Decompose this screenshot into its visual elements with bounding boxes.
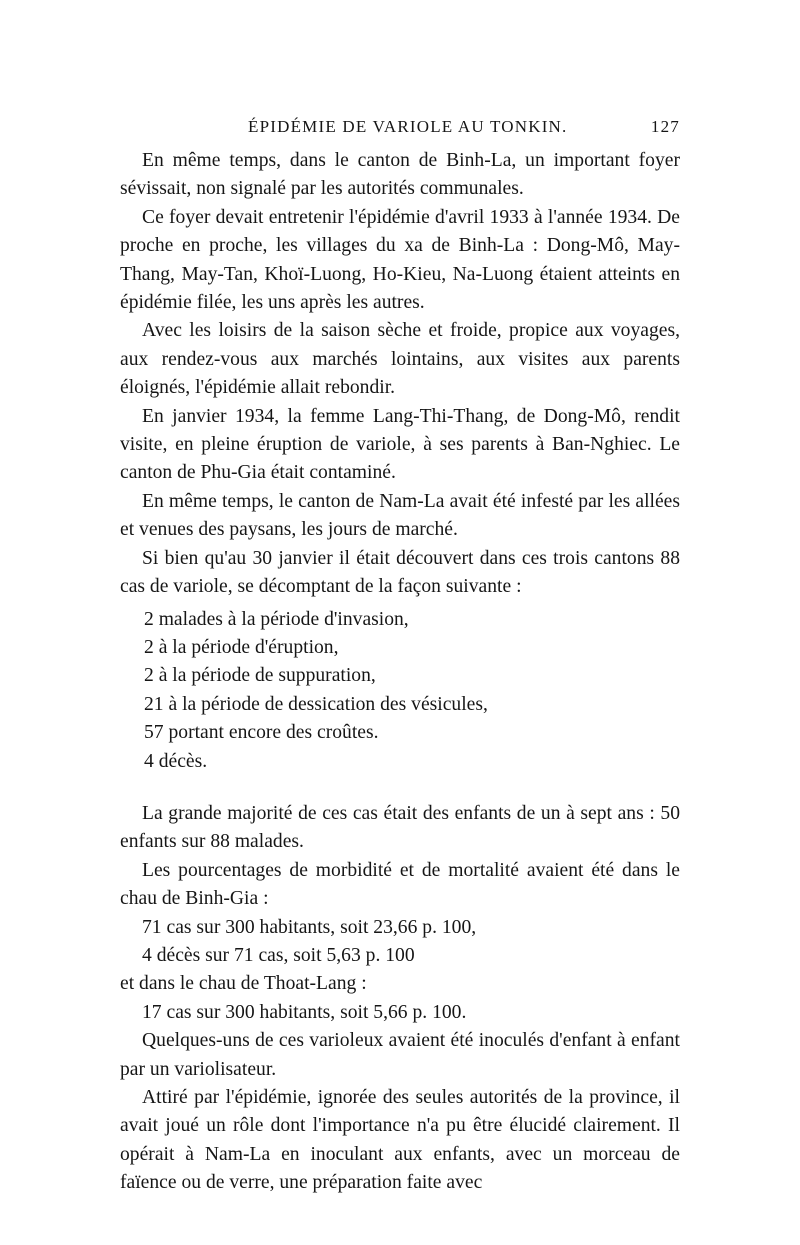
page-number: 127 (650, 117, 680, 136)
paragraph: En même temps, dans le canton de Binh-La, un important foyer sévissait, non signalé par les autorités communales. (120, 150, 680, 200)
list-item: 57 portant encore des croûtes. (144, 722, 379, 744)
paragraph: La grande majorité de ces cas était des enfants de un à sept ans : 50 enfants sur 88 malades. (120, 802, 680, 853)
paragraph: Les pourcentages de morbidité et de mortalité avaient été dans le chau de Binh-Gia : (120, 859, 680, 910)
stat-line: 17 cas sur 300 habitants, soit 5,66 p. 100. (142, 1001, 467, 1023)
list-item: 2 à la période d'éruption, (144, 636, 339, 658)
stat-line: 4 décès sur 71 cas, soit 5,63 p. 100 (142, 944, 415, 966)
stat-intro: et dans le chau de Thoat-Lang : (120, 973, 367, 995)
page-body (120, 147, 680, 1198)
paragraph: Attiré par l'épidémie, ignorée des seules autorités de la province, il avait joué un rôle dont l'importance n'a pu être élucidé clairement. Il opérait à Nam-La en inoculant aux enfants, avec un morceau de faïence ou de verre, une préparation faite avec (120, 1087, 680, 1194)
section-gap (120, 776, 680, 800)
paragraph: Si bien qu'au 30 janvier il était découvert dans ces trois cantons 88 cas de variole, se décomptant de la façon suivante : (120, 547, 680, 598)
list-item: 2 malades à la période d'invasion, (144, 608, 409, 630)
stat-line: 71 cas sur 300 habitants, soit 23,66 p. 100, (142, 916, 477, 938)
list-item: 4 décès. (144, 750, 208, 772)
paragraph: Ce foyer devait entretenir l'épidémie d'avril 1933 à l'année 1934. De proche en proche, les villages du xa de Binh-La : Dong-Mô, May-Thang, May-Tan, Khoï-Luong, Ho-Kieu, Na-Luong étaient atteints en épidémie filée, les uns après les autres. (120, 206, 680, 314)
list-item: 2 à la période de suppuration, (144, 665, 376, 687)
paragraph: Quelques-uns de ces varioleux avaient été inoculés d'enfant à enfant par un variolisateur. (120, 1030, 680, 1080)
running-header (120, 117, 680, 143)
paragraph: En même temps, le canton de Nam-La avait été infesté par les allées et venues des paysans, les jours de marché. (120, 490, 680, 541)
running-title: ÉPIDÉMIE DE VARIOLE AU TONKIN. (248, 117, 568, 136)
list-item: 21 à la période de dessication des vésicules, (144, 693, 488, 715)
paragraph: Avec les loisirs de la saison sèche et froide, propice aux voyages, aux rendez-vous aux marchés lointains, aux visites aux parents éloignés, l'épidémie allait rebondir. (120, 320, 680, 399)
case-breakdown-list (120, 606, 680, 776)
paragraph: En janvier 1934, la femme Lang-Thi-Thang, de Dong-Mô, rendit visite, en pleine éruption de variole, à ses parents à Ban-Nghiec. Le canton de Phu-Gia était contaminé. (120, 405, 680, 484)
